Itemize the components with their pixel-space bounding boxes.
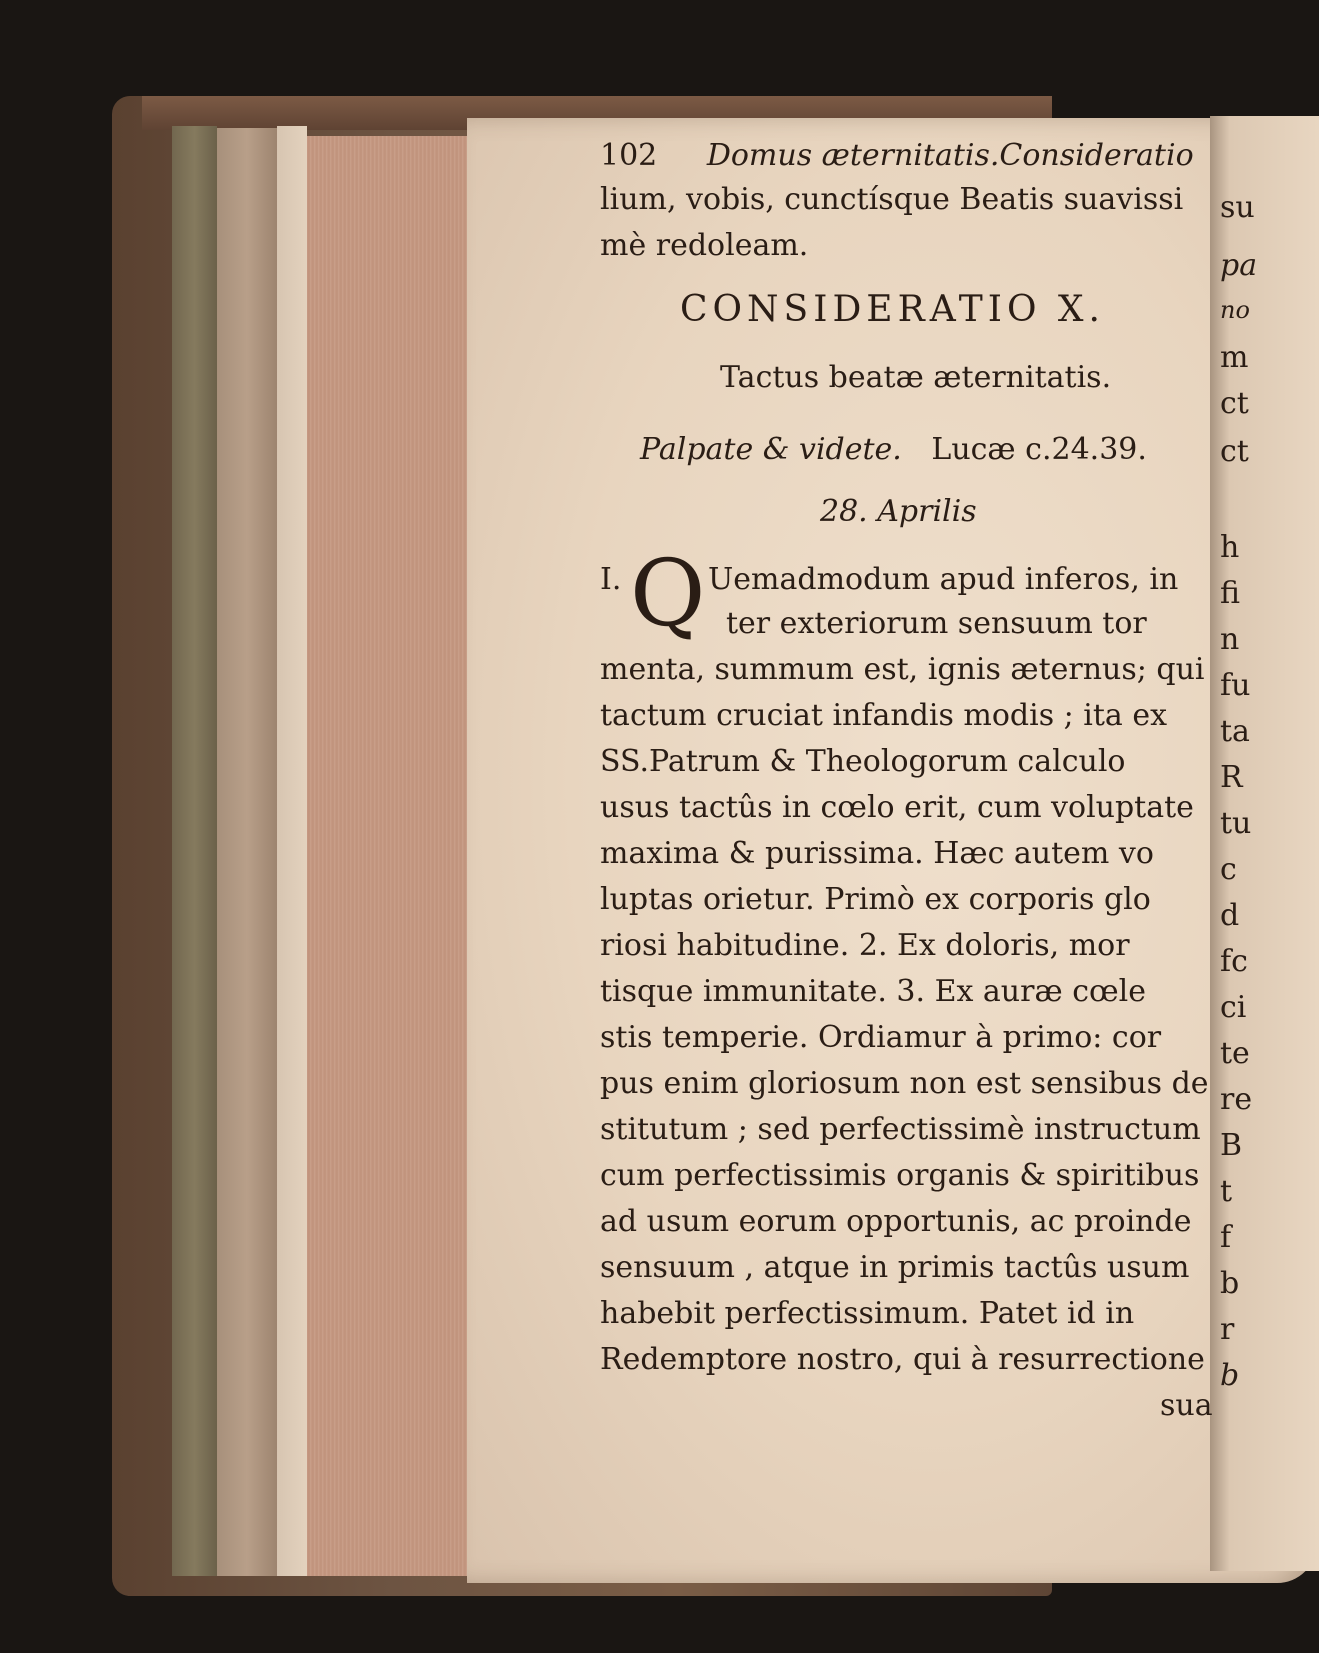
facing-fragment: ct — [1220, 386, 1249, 421]
scripture-quote: Palpate & videte. — [640, 432, 902, 467]
drop-cap: Q — [630, 540, 706, 647]
body-line: tisque immunitate. 3. Ex auræ cœle — [600, 974, 1147, 1009]
facing-fragment: R — [1220, 760, 1243, 795]
facing-fragment: r — [1220, 1312, 1235, 1347]
facing-fragment: fi — [1220, 576, 1241, 611]
body-line: cum perfectissimis organis & spiritibus — [600, 1158, 1200, 1193]
date-line — [820, 494, 977, 530]
opening-line: mè redoleam. — [600, 228, 809, 263]
body-line: ad usum eorum opportunis, ac proinde — [600, 1204, 1192, 1239]
body-line: Uemadmodum apud inferos, in — [708, 562, 1179, 597]
facing-fragment: ci — [1220, 990, 1247, 1025]
facing-fragment: tu — [1220, 806, 1252, 841]
scripture-reference: Lucæ c.24.39. — [931, 432, 1147, 467]
section-subtitle: Tactus beatæ æternitatis. — [720, 360, 1112, 395]
page-edge-light — [277, 126, 307, 1576]
facing-fragment: d — [1220, 898, 1240, 933]
body-line: habebit perfectissimum. Patet id in — [600, 1296, 1135, 1331]
body-line: stitutum ; sed perfectissimè instructum — [600, 1112, 1201, 1147]
body-line: tactum cruciat infandis modis ; ita ex — [600, 698, 1168, 733]
catchword: sua — [1160, 1388, 1213, 1423]
body-line: luptas orietur. Primò ex corporis glo — [600, 882, 1151, 917]
body-line: sensuum , atque in primis tactûs usum — [600, 1250, 1190, 1285]
facing-fragment: fu — [1220, 668, 1251, 703]
facing-fragment: f — [1220, 1220, 1232, 1255]
quote-line — [640, 432, 1147, 468]
facing-fragment: su — [1220, 190, 1255, 225]
body-line: riosi habitudine. 2. Ex doloris, mor — [600, 928, 1130, 963]
page-edge-mid — [217, 128, 277, 1576]
page-block — [307, 136, 477, 1576]
running-header — [600, 138, 1194, 174]
running-title: Domus æternitatis.Consideratio — [706, 138, 1194, 173]
facing-fragment: m — [1220, 340, 1249, 375]
facing-page — [1210, 116, 1319, 1571]
opening-line: lium, vobis, cunctísque Beatis suavissi — [600, 182, 1184, 217]
facing-fragment: b — [1220, 1358, 1240, 1393]
page-edge-dark — [172, 126, 217, 1576]
facing-fragment: te — [1220, 1036, 1250, 1071]
facing-fragment: ct — [1220, 434, 1249, 469]
facing-fragment: h — [1220, 530, 1240, 565]
facing-fragment: pa — [1220, 248, 1258, 283]
paragraph-numeral: I. — [600, 562, 622, 597]
page-number: 102 — [600, 138, 658, 173]
body-line: pus enim gloriosum non est sensibus de — [600, 1066, 1209, 1101]
facing-fragment: b — [1220, 1266, 1240, 1301]
date: 28. Aprilis — [820, 494, 977, 529]
body-line: SS.Patrum & Theologorum calculo — [600, 744, 1126, 779]
body-line: maxima & purissima. Hæc autem vo — [600, 836, 1154, 871]
facing-fragment: B — [1220, 1128, 1243, 1163]
facing-fragment: n — [1220, 622, 1240, 657]
body-line: ter exteriorum sensuum tor — [726, 606, 1147, 641]
body-line: Redemptore nostro, qui à resurrectione — [600, 1342, 1205, 1377]
facing-fragment: t — [1220, 1174, 1233, 1209]
body-line: usus tactûs in cœlo erit, cum voluptate — [600, 790, 1194, 825]
facing-fragment: re — [1220, 1082, 1253, 1117]
section-title: CONSIDERATIO X. — [680, 289, 1105, 330]
body-line: menta, summum est, ignis æternus; qui — [600, 652, 1205, 687]
facing-fragment: c — [1220, 852, 1237, 887]
facing-fragment: fc — [1220, 944, 1248, 979]
facing-fragment: ta — [1220, 714, 1250, 749]
body-line: stis temperie. Ordiamur à primo: cor — [600, 1020, 1162, 1055]
facing-fragment: no — [1220, 296, 1250, 324]
